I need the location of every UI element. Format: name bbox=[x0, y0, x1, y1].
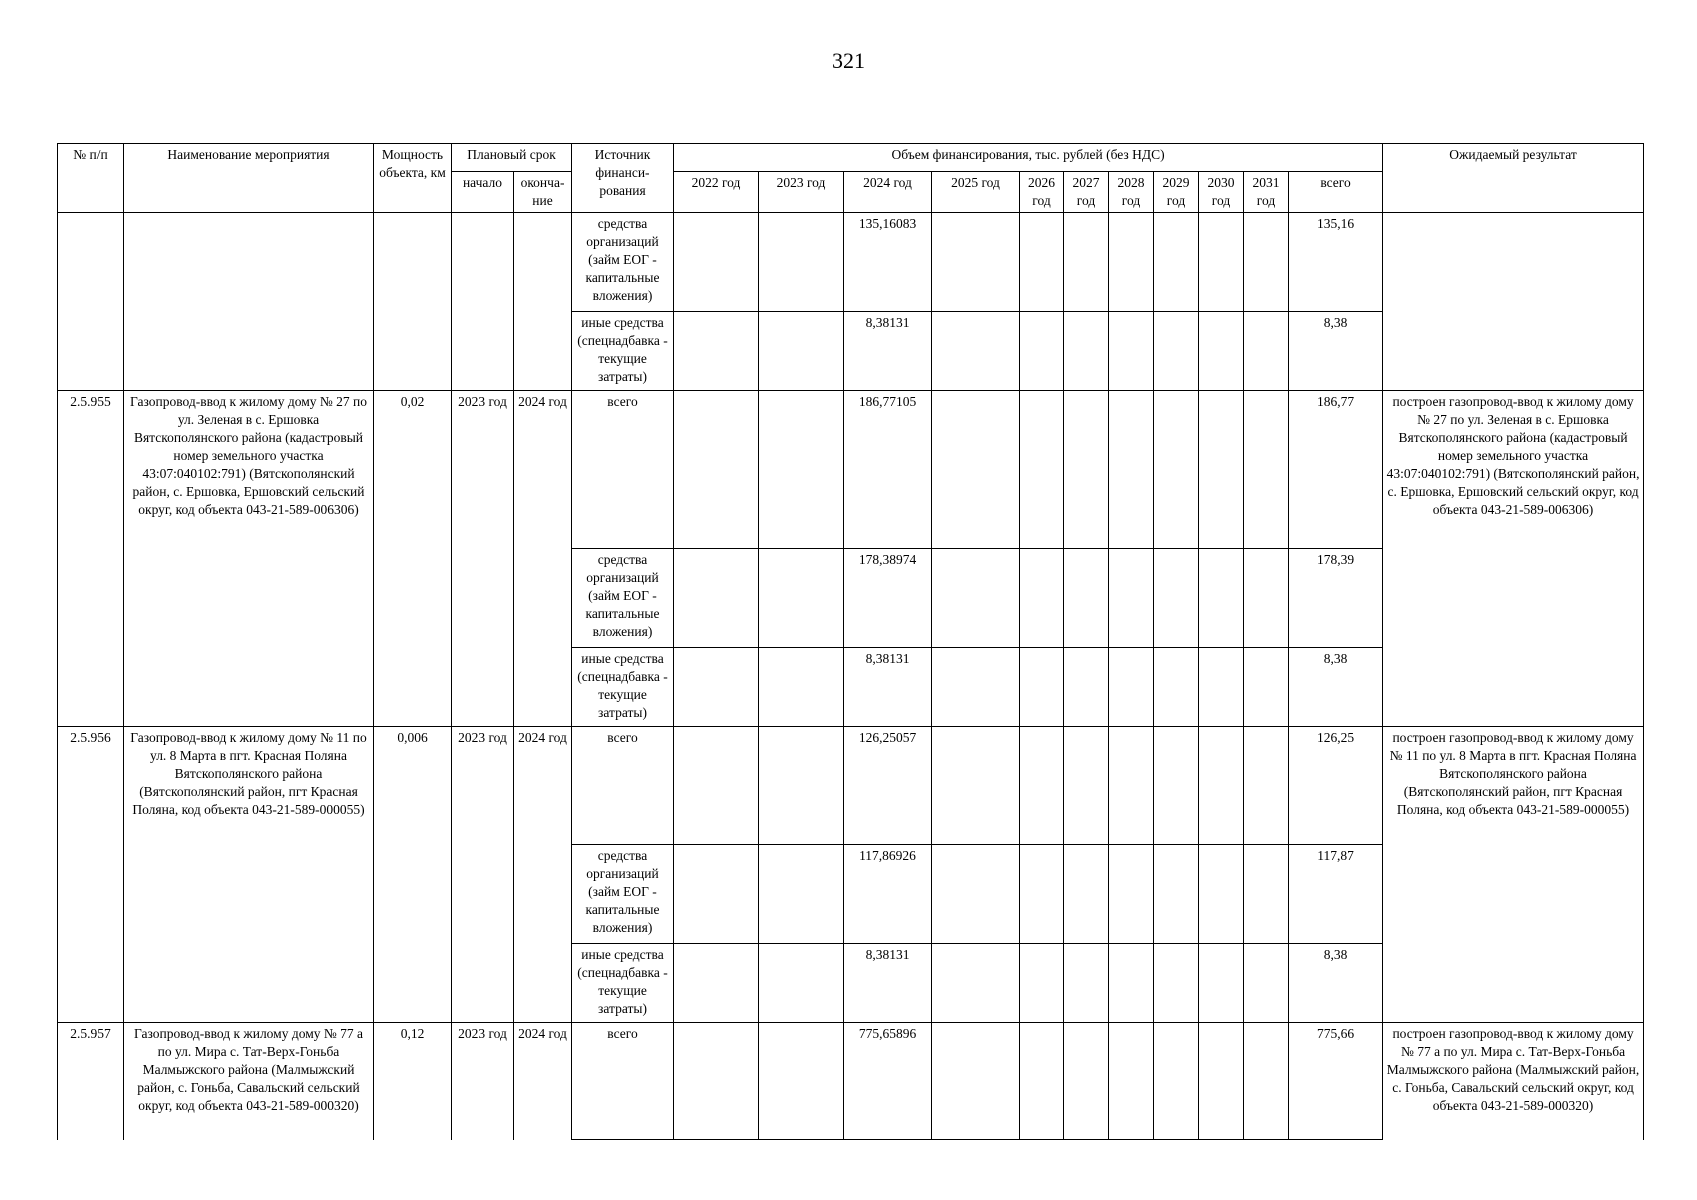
header-year-2022: 2022 год bbox=[674, 172, 759, 213]
value-cell bbox=[674, 1023, 759, 1140]
value-cell bbox=[1199, 1023, 1244, 1140]
power-cell bbox=[374, 213, 452, 391]
value-cell bbox=[759, 312, 844, 391]
num-cell: 2.5.955 bbox=[58, 391, 124, 727]
power-cell: 0,12 bbox=[374, 1023, 452, 1140]
value-cell bbox=[1020, 727, 1064, 845]
value-cell bbox=[759, 213, 844, 312]
header-year-2028: 2028 год bbox=[1109, 172, 1154, 213]
value-cell bbox=[674, 312, 759, 391]
total-cell: 8,38 bbox=[1289, 648, 1383, 727]
value-cell bbox=[674, 727, 759, 845]
value-cell bbox=[1244, 1023, 1289, 1140]
value-cell: 8,38131 bbox=[844, 648, 932, 727]
value-cell bbox=[1154, 944, 1199, 1023]
source-cell: средства организаций (займ ЕОГ - капитальные вложения) bbox=[572, 549, 674, 648]
value-cell bbox=[759, 648, 844, 727]
value-cell bbox=[1064, 944, 1109, 1023]
value-cell bbox=[1020, 1023, 1064, 1140]
num-cell bbox=[58, 213, 124, 391]
header-power: Мощность объекта, км bbox=[374, 144, 452, 213]
value-cell bbox=[1064, 648, 1109, 727]
value-cell bbox=[1064, 549, 1109, 648]
value-cell bbox=[1154, 1023, 1199, 1140]
value-cell bbox=[1020, 845, 1064, 944]
header-year-2026: 2026 год bbox=[1020, 172, 1064, 213]
header-year-2030: 2030 год bbox=[1199, 172, 1244, 213]
value-cell bbox=[932, 727, 1020, 845]
total-cell: 178,39 bbox=[1289, 549, 1383, 648]
value-cell bbox=[1199, 727, 1244, 845]
value-cell bbox=[1244, 845, 1289, 944]
value-cell bbox=[759, 1023, 844, 1140]
value-cell bbox=[1154, 391, 1199, 549]
value-cell: 8,38131 bbox=[844, 944, 932, 1023]
value-cell: 135,16083 bbox=[844, 213, 932, 312]
header-total: всего bbox=[1289, 172, 1383, 213]
table-row bbox=[58, 213, 1644, 312]
source-cell: иные средства (спецнадбавка - текущие затраты) bbox=[572, 312, 674, 391]
value-cell bbox=[759, 845, 844, 944]
value-cell bbox=[1109, 944, 1154, 1023]
start-cell: 2023 год bbox=[452, 1023, 514, 1140]
value-cell: 126,25057 bbox=[844, 727, 932, 845]
header-result: Ожидаемый результат bbox=[1383, 144, 1644, 213]
value-cell bbox=[1199, 648, 1244, 727]
value-cell bbox=[759, 391, 844, 549]
total-cell: 8,38 bbox=[1289, 312, 1383, 391]
end-cell bbox=[514, 213, 572, 391]
result-cell: построен газопровод-ввод к жилому дому № 77 а по ул. Мира с. Тат-Верх-Гоньба Малмыжского района (Малмыжский район, с. Гоньба, Савальский сельский округ, код объекта 043-21-589-000320) bbox=[1383, 1023, 1644, 1140]
financing-table bbox=[57, 143, 1644, 1140]
header-end: оконча-ние bbox=[514, 172, 572, 213]
value-cell bbox=[1109, 312, 1154, 391]
header-year-2031: 2031 год bbox=[1244, 172, 1289, 213]
result-cell: построен газопровод-ввод к жилому дому № 27 по ул. Зеленая в с. Ершовка Вятскополянского района (кадастровый номер земельного участка 43:07:040102:791) (Вятскополянский район, с. Ершовка, Ершовский сельский округ, код объекта 043-21-589-006306) bbox=[1383, 391, 1644, 727]
value-cell bbox=[1244, 648, 1289, 727]
value-cell: 8,38131 bbox=[844, 312, 932, 391]
value-cell bbox=[1020, 944, 1064, 1023]
value-cell bbox=[759, 727, 844, 845]
power-cell: 0,02 bbox=[374, 391, 452, 727]
value-cell bbox=[1020, 391, 1064, 549]
value-cell bbox=[1244, 944, 1289, 1023]
name-cell: Газопровод-ввод к жилому дому № 11 по ул. 8 Марта в пгт. Красная Поляна Вятскополянского района (Вятскополянский район, пгт Красная Поляна, код объекта 043-21-589-000055) bbox=[124, 727, 374, 1023]
value-cell bbox=[1244, 312, 1289, 391]
value-cell bbox=[1064, 391, 1109, 549]
total-cell: 186,77 bbox=[1289, 391, 1383, 549]
value-cell bbox=[1154, 549, 1199, 648]
source-cell: иные средства (спецнадбавка - текущие затраты) bbox=[572, 944, 674, 1023]
value-cell bbox=[1109, 845, 1154, 944]
total-cell: 8,38 bbox=[1289, 944, 1383, 1023]
header-volume: Объем финансирования, тыс. рублей (без НДС) bbox=[674, 144, 1383, 172]
value-cell bbox=[1020, 549, 1064, 648]
source-cell: средства организаций (займ ЕОГ - капитальные вложения) bbox=[572, 845, 674, 944]
header-start: начало bbox=[452, 172, 514, 213]
value-cell: 775,65896 bbox=[844, 1023, 932, 1140]
value-cell: 178,38974 bbox=[844, 549, 932, 648]
value-cell bbox=[1064, 1023, 1109, 1140]
start-cell: 2023 год bbox=[452, 391, 514, 727]
start-cell bbox=[452, 213, 514, 391]
result-cell: построен газопровод-ввод к жилому дому № 11 по ул. 8 Марта в пгт. Красная Поляна Вятскополянского района (Вятскополянский район, пгт Красная Поляна, код объекта 043-21-589-000055) bbox=[1383, 727, 1644, 1023]
result-cell bbox=[1383, 213, 1644, 391]
header-year-2024: 2024 год bbox=[844, 172, 932, 213]
value-cell bbox=[1154, 213, 1199, 312]
table-row bbox=[58, 391, 1644, 549]
name-cell: Газопровод-ввод к жилому дому № 27 по ул. Зеленая в с. Ершовка Вятскополянского района (кадастровый номер земельного участка 43:07:040102:791) (Вятскополянский район, с. Ершовка, Ершовский сельский округ, код объекта 043-21-589-006306) bbox=[124, 391, 374, 727]
num-cell: 2.5.956 bbox=[58, 727, 124, 1023]
value-cell bbox=[932, 213, 1020, 312]
table-row bbox=[58, 727, 1644, 845]
value-cell bbox=[1020, 648, 1064, 727]
table-header bbox=[58, 144, 1644, 213]
value-cell bbox=[1199, 391, 1244, 549]
value-cell bbox=[1109, 727, 1154, 845]
value-cell bbox=[1020, 213, 1064, 312]
page-number: 321 bbox=[832, 48, 865, 73]
start-cell: 2023 год bbox=[452, 727, 514, 1023]
header-name: Наименование мероприятия bbox=[124, 144, 374, 213]
value-cell bbox=[1109, 213, 1154, 312]
value-cell bbox=[1109, 1023, 1154, 1140]
value-cell bbox=[932, 549, 1020, 648]
value-cell bbox=[932, 391, 1020, 549]
value-cell bbox=[1064, 727, 1109, 845]
source-cell: всего bbox=[572, 391, 674, 549]
header-term: Плановый срок bbox=[452, 144, 572, 172]
value-cell bbox=[1154, 727, 1199, 845]
source-cell: всего bbox=[572, 727, 674, 845]
value-cell bbox=[1064, 845, 1109, 944]
value-cell bbox=[1064, 312, 1109, 391]
total-cell: 117,87 bbox=[1289, 845, 1383, 944]
value-cell: 186,77105 bbox=[844, 391, 932, 549]
header-year-2029: 2029 год bbox=[1154, 172, 1199, 213]
source-cell: всего bbox=[572, 1023, 674, 1140]
total-cell: 775,66 bbox=[1289, 1023, 1383, 1140]
name-cell bbox=[124, 213, 374, 391]
value-cell: 117,86926 bbox=[844, 845, 932, 944]
value-cell bbox=[1109, 648, 1154, 727]
end-cell: 2024 год bbox=[514, 727, 572, 1023]
value-cell bbox=[1020, 312, 1064, 391]
value-cell bbox=[674, 648, 759, 727]
value-cell bbox=[1199, 213, 1244, 312]
value-cell bbox=[1244, 549, 1289, 648]
value-cell bbox=[759, 549, 844, 648]
value-cell bbox=[1199, 944, 1244, 1023]
end-cell: 2024 год bbox=[514, 1023, 572, 1140]
value-cell bbox=[674, 213, 759, 312]
value-cell bbox=[932, 648, 1020, 727]
value-cell bbox=[1199, 549, 1244, 648]
header-num: № п/п bbox=[58, 144, 124, 213]
value-cell bbox=[1064, 213, 1109, 312]
value-cell bbox=[674, 944, 759, 1023]
header-year-2027: 2027 год bbox=[1064, 172, 1109, 213]
value-cell bbox=[1199, 845, 1244, 944]
total-cell: 135,16 bbox=[1289, 213, 1383, 312]
table-row bbox=[58, 1023, 1644, 1140]
value-cell bbox=[932, 312, 1020, 391]
value-cell bbox=[674, 391, 759, 549]
value-cell bbox=[674, 549, 759, 648]
value-cell bbox=[1244, 391, 1289, 549]
value-cell bbox=[1154, 648, 1199, 727]
value-cell bbox=[1199, 312, 1244, 391]
name-cell: Газопровод-ввод к жилому дому № 77 а по ул. Мира с. Тат-Верх-Гоньба Малмыжского района (Малмыжский район, с. Гоньба, Савальский сельский округ, код объекта 043-21-589-000320) bbox=[124, 1023, 374, 1140]
header-year-2023: 2023 год bbox=[759, 172, 844, 213]
num-cell: 2.5.957 bbox=[58, 1023, 124, 1140]
value-cell bbox=[674, 845, 759, 944]
source-cell: средства организаций (займ ЕОГ - капитальные вложения) bbox=[572, 213, 674, 312]
header-source: Источник финанси-рования bbox=[572, 144, 674, 213]
value-cell bbox=[932, 944, 1020, 1023]
value-cell bbox=[1244, 213, 1289, 312]
value-cell bbox=[932, 1023, 1020, 1140]
power-cell: 0,006 bbox=[374, 727, 452, 1023]
value-cell bbox=[1154, 845, 1199, 944]
value-cell bbox=[932, 845, 1020, 944]
value-cell bbox=[1109, 391, 1154, 549]
value-cell bbox=[759, 944, 844, 1023]
total-cell: 126,25 bbox=[1289, 727, 1383, 845]
source-cell: иные средства (спецнадбавка - текущие затраты) bbox=[572, 648, 674, 727]
end-cell: 2024 год bbox=[514, 391, 572, 727]
header-year-2025: 2025 год bbox=[932, 172, 1020, 213]
value-cell bbox=[1109, 549, 1154, 648]
value-cell bbox=[1154, 312, 1199, 391]
value-cell bbox=[1244, 727, 1289, 845]
